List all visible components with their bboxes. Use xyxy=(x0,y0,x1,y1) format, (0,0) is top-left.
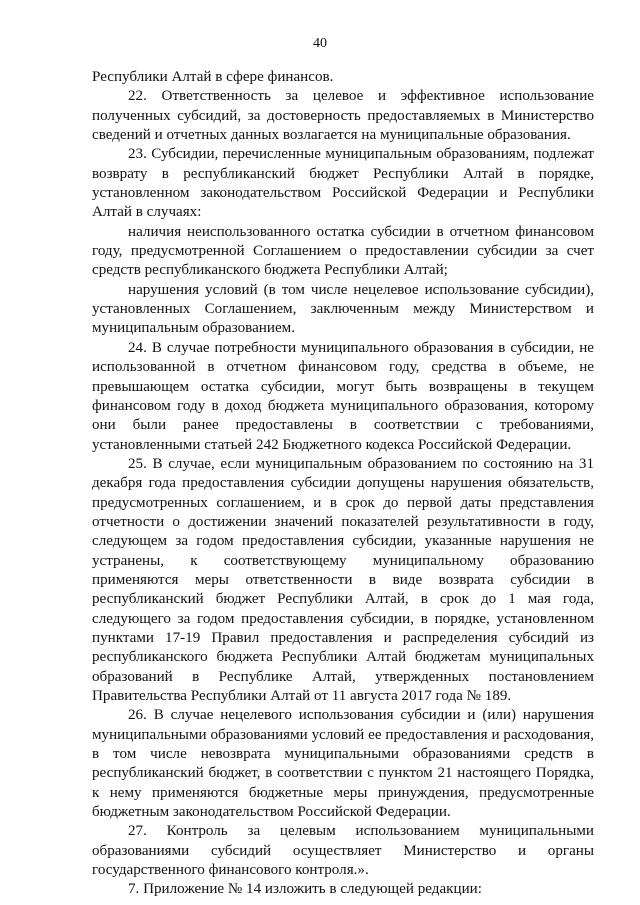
paragraph-item-7-appendix: 7. Приложение № 14 изложить в следующей редакции: xyxy=(128,881,482,898)
paragraph-item-24: 24. В случае потребности муниципального образования в субсидии, не использованной в отчетном финансовом году, средства в объеме, не превышающем остатка субсидии, могут быть возвращены в текущем финансовом году в доход бюджета муниципального образования, которому они были ранее предоставлены в соответствии с требованиями, установленными статьей 242 Бюджетного кодекса Российской Федерации. xyxy=(92,339,594,453)
paragraph-continuation: Республики Алтай в сфере финансов. xyxy=(92,69,334,85)
paragraph-item-27: 27. Контроль за целевым использованием муниципальными образованиями субсидий осуществляет Министерство и органы государственного финансового контроля.». xyxy=(92,823,594,879)
paragraph-item-22: 22. Ответственность за целевое и эффективное использование полученных субсидий, за достоверность предоставляемых в Министерство сведений и отчетных данных возлагается на муниципальные образования. xyxy=(92,88,594,144)
paragraph-item-25: 25. В случае, если муниципальным образованием по состоянию на 31 декабря года предоставления субсидии допущены нарушения обязательств, предусмотренных соглашением, и в срок до первой даты представления отчетности о достижении значений показателей результативности в году, следующем за годом предоставления субсидии, указанные нарушения не устранены, к соответствующему муниципальному образованию применяются меры ответственности в виде возврата субсидии в республиканский бюджет Республики Алтай, в срок до 1 мая года, следующего за годом предоставления субсидии, в порядке, установленном пунктами 17-19 Правил предоставления и распределения субсидий из республиканского бюджета Республики Алтай бюджетам муниципальных образований в Республике Алтай, утвержденных постановлением Правительства Республики Алтай от 11 августа 2017 года № 189. xyxy=(92,455,594,704)
paragraph-case-unused-balance: наличия неиспользованного остатка субсидии в отчетном финансовом году, предусмотренной Соглашением о предоставлении субсидии за счет средств республиканского бюджета Республики Алтай; xyxy=(92,223,594,279)
paragraph-item-26: 26. В случае нецелевого использования субсидии и (или) нарушения муниципальными образованиями условий ее предоставления и расходования, в том числе невозврата муниципальными образованиями средств в республиканский бюджет, в соответствии с пунктом 21 настоящего Порядка, к нему применяются бюджетные меры принуждения, предусмотренные бюджетным законодательством Российской Федерации. xyxy=(92,707,594,821)
document-body xyxy=(92,68,594,900)
paragraph-item-23: 23. Субсидии, перечисленные муниципальным образованиям, подлежат возврату в республиканский бюджет Республики Алтай в порядке, установленном законодательством Российской Федерации и Республики Алтай в случаях: xyxy=(92,146,594,221)
paragraph-case-violation: нарушения условий (в том числе нецелевое использование субсидии), установленных Соглашением, заключенным между Министерством и муниципальным образованием. xyxy=(92,281,594,337)
page-number: 40 xyxy=(313,36,327,51)
